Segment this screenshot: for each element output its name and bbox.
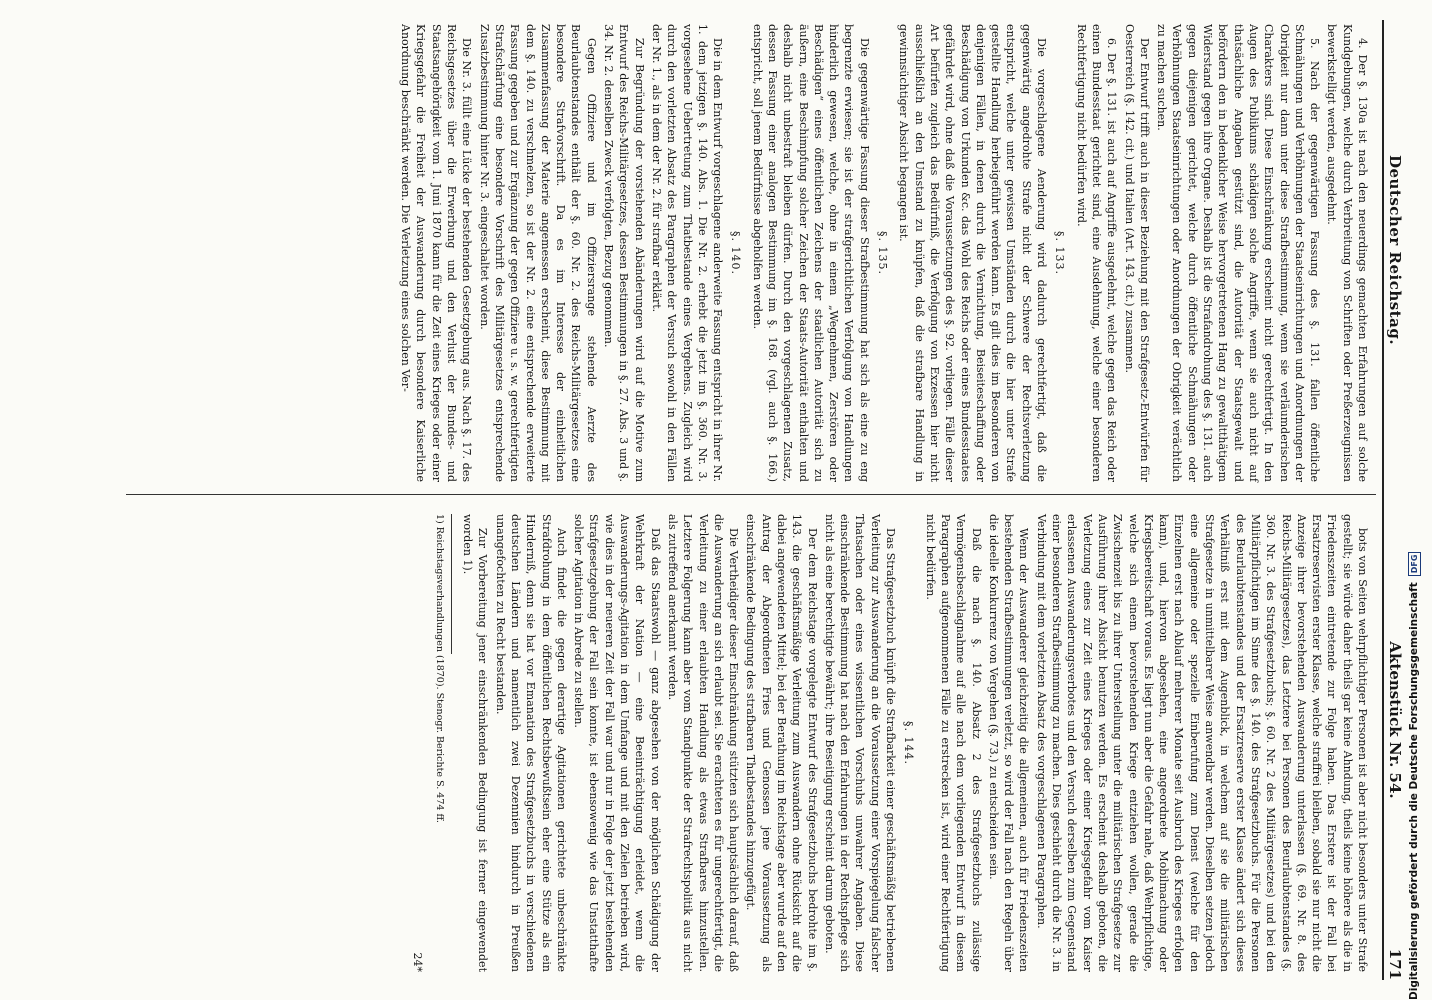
- page-number: 171: [1386, 948, 1404, 980]
- dfg-logo: DFG: [1408, 552, 1421, 577]
- section-heading: §. 133.: [1053, 231, 1067, 275]
- left-column-paragraph: Die in dem Entwurf vorgeschlagene anderweite Fassung entspricht in ihrer Nr. 1. dem jetzigen §. 140. Abs. 1. Die Nr. 2. erhebt die jetzt im §. 360. Nr. 3. vorgesehene Uebertretung zum Thatbestande eines Vergehens. Zugleich wird durch den vorletzten Absatz des Paragraphen der Versuch sowohl in den Fällen der Nr. 1., als in dem der Nr. 2. für strafbar erklärt.: [649, 24, 725, 482]
- left-column-paragraph: 5. Nach der gegenwärtigen Fassung des §. 131. fallen öffentliche Schmähungen und Verhöhnungen der Staatseinrichtungen und Anordnungen der Obrigkeit nur dann unter diese Strafbestimmung, wenn sie verläumderischen Charakters sind. Diese Einschränkung erscheint nicht gerechtfertigt. In den Augen des Publikums schädigen solche Angriffe, wenn sie auch nicht auf thatsächliche Angaben gestützt sind, die Autorität der Staatsgewalt und befördern den in bedenklicher Weise hervorgetretenen Hang zu gewaltthätigem Widerstand gegen ihre Organe. Deshalb ist die Strafandrohung des §. 131. auch gegen diejenigen gerichtet, welche durch öffentliche Schmähungen oder Verhöhnungen Staatseinrichtungen oder Anordnungen der Obrigkeit verächtlich zu machen suchen.: [1155, 24, 1322, 482]
- left-column-paragraph: Die vorgeschlagene Aenderung wird dadurch gerechtfertigt, daß die gegenwärtig angedrohte Strafe nicht der Schwere der Rechtsverletzung entspricht, welche unter gewissen Umständen durch die hier unter Strafe gestellte Handlung herbeigeführt werden kann. Es gilt dies im Besonderen von denjenigen Fällen, in denen durch die Vernichtung, Beiseiteschaffung oder Beschädigung von Urkunden &c. das Wohl des Reichs oder eines Bundesstaates gefährdet wird, ohne daß die Voraussetzungen des §. 92. vorliegen. Fälle dieser Art befürfen zugleich das Bedürfniß, die Verfolgung von Exzessen hier nicht ausschließlich an den Umstand zu knüpfen, daß die strafbare Handlung in gewinnsüchtiger Absicht begangen ist.: [897, 24, 1049, 482]
- right-column-paragraph: Daß die nach §. 140. Absatz 2 des Strafgesetzbuchs zulässige Vermögensbeschlagnahme auf alle nach dem vorliegenden Entwurf in diesem Paragraphen aufgenommenen Fälle zu erstrecken ist, wird einer Rechtfertigung nicht bedürfen.: [923, 514, 983, 972]
- document-page: [66, 20, 1406, 980]
- left-column-paragraph: 4. Der §. 130a ist nach den neuerdings gemachten Erfahrungen auf solche Kundgebungen, welche durch Verbreitung von Schriften oder Preßerzeugnissen bewerkstelligt werden, ausgedehnt.: [1325, 24, 1369, 482]
- section-heading: §. 135.: [876, 231, 890, 275]
- right-column-paragraph: Wenn der Auswanderer gleichzeitig die allgemeinen, auch für Friedenszeiten bestehenden Strafbestimmungen verletzt, so wird der Fall nach den Regeln über die ideelle Konkurrenz von Vergehen (§. 73.) zu entscheiden sein.: [986, 514, 1031, 972]
- footnote: 1) Reichstagsverhandlungen (1870). Stenogr. Berichte S. 474 ff.: [433, 514, 445, 823]
- right-column-paragraph: Zur Vorbereitung jener einschränkenden Bedingung ist ferner eingewendet worden 1).: [461, 514, 490, 972]
- section-heading: §. 144.: [902, 721, 916, 765]
- left-column-paragraph: Der Entwurf trifft auch in dieser Beziehung mit den Strafgesetz-Entwürfen für Oesterreich (§. 142. cit.) und Italien (Art. 143. cit.) zusammen.: [1122, 24, 1151, 482]
- left-column-paragraph: Die gegenwärtige Fassung dieser Strafbestimmung hat sich als eine zu eng begrenzte erwiesen; sie ist der strafgerichtlichen Verfolgung von Handlungen hinderlich gewesen, welche, ohne in einem „Wegnehmen, Zerstören oder Beschädigen“ eines öffentlichen Zeichens der staatlichen Autorität sich zu äußern, eine Beschimpfung solcher Zeichen der Staats-Autorität enthalten und deshalb nicht unbestraft bleiben dürfen. Durch den vorgeschlagenen Zusatz, dessen Fassung einer analogen Bestimmung im §. 168. (vgl. auch §. 166.) entspricht, soll jenem Bedürfnisse abgeholfen werden.: [750, 24, 871, 482]
- right-column-paragraph: Daß das Staatswohl — ganz abgesehen von der möglichen Schädigung der Wehrkraft der Nation — eine Beeinträchtigung erleidet, wenn die Auswanderungs-Agitation in dem Umfange und mit den Zielen betrieben wird, wie dies in der neueren Zeit der Fall war und nur in Folge der jetzt bestehenden Strafgesetzgebung der Fall sein konnte, ist ebensowenig wie das Unstatthafte solcher Agitation in Abrede zu stellen.: [572, 514, 662, 972]
- margin-note: [1402, 0, 1426, 1000]
- right-column-paragraph: Der dem Reichstage vorgelegte Entwurf des Strafgesetzbuchs bedrohte im §. 143. die geschäftsmäßige Verleitung zum Auswandern ohne Rücksicht auf die dabei angewendeten Mittel; bei der Berathung im Reichstage aber wurde auf den Antrag der Abgeordneten Fries und Genossen jene Voraussetzung als einschränkende Bedingung des strafbaren Thatbestandes hinzugefügt.: [744, 514, 819, 972]
- right-column-paragraph: Auch findet die gegen derartige Agitationen gerichtete unbeschränkte Strafdrohung in dem öffentlichen Rechtsbewußtsein eher eine Stütze als ein Hinderniß, denn sie hat vor Emanation des Strafgesetzbuchs in verschiedenen deutschen Ländern und namentlich zwei Dezennien hindurch in Preußen unangefochten zu Recht bestanden.: [493, 514, 568, 972]
- margin-note-text: Digitalisierung gefördert durch die Deutsche Forschungsgemeinschaft: [1408, 582, 1420, 1000]
- column-divider: [126, 494, 1376, 495]
- right-column-paragraph: Die Vertheidiger dieser Einschränkung stützten sich hauptsächlich darauf, daß die Auswanderung an sich erlaubt sei. Sie erachteten es für ungerechtfertigt, die Verleitung zu einer erlaubten Handlung als etwas Strafbares hinzustellen. Letztere Folgerung kann aber vom Standpunkte der Strafrechtspolitik aus nicht als zutreffend anerkannt werden.: [665, 514, 741, 972]
- section-heading: §. 140.: [729, 231, 743, 275]
- left-column-paragraph: 6. Der §. 131. ist auch auf Angriffe ausgedehnt, welche gegen das Reich oder einen Bundesstaat gerichtet sind, eine Ausdehnung, welche einer besonderen Rechtfertigung nicht bedürfen wird.: [1074, 24, 1119, 482]
- left-column-paragraph: Die Nr. 3. füllt eine Lücke der bestehenden Gesetzgebung aus. Nach §. 17. des Reichsgesetzes über die Erwerbung und den Verlust der Bundes- und Staatsangehörigkeit vom 1. Juni 1870 kann für die Zeit eines Krieges oder einer Kriegsgefahr die Freiheit der Auswanderung durch besondere Kaiserliche Anordnung beschränkt werden. Die Verletzung eines solchen Ver-: [399, 24, 474, 482]
- header-left-title: Deutscher Reichstag.: [1386, 154, 1404, 346]
- signature-mark: 24*: [411, 952, 425, 972]
- footnote-rule: [451, 514, 452, 654]
- right-column-paragraph: Das Strafgesetzbuch knüpft die Strafbarkeit einer geschäftsmäßig betriebenen Verleitung zur Auswanderung an die Voraussetzung einer Vorspiegelung falscher Thatsachen oder eines wissentlichen Vorschubs unwahrer Angaben. Diese einschränkende Bestimmung hat nach den Erfahrungen in der Rechtspflege sich nicht als eine berechtigte bewährt; ihre Beseitigung erscheint darum geboten.: [822, 514, 898, 972]
- left-column-paragraph: Gegen Offiziere und im Offiziersrange stehende Aerzte des Beurlaubtenstandes enthält der §. 60. Nr. 2. des Reichs-Militärgesetzes eine besondere Strafvorschrift. Da es im Interesse der einheitlichen Zusammenfassung der Materie angemessen erscheint, diese Bestimmung mit dem §. 140. zu verschmelzen, so ist der Nr. 2. eine entsprechende erweiterte Fassung gegeben und zur Ergänzung der gegen Offiziere u. s. w. gerechtfertigten Strafschärfung eine besondere Vorschrift des Militärgesetzes entsprechende Zusatzbestimmung hinter Nr. 3. eingeschaltet worden.: [477, 24, 598, 482]
- left-column: [396, 24, 1370, 482]
- right-column: [410, 514, 1370, 972]
- right-column-paragraph: bots von Seiten wehrpflichtiger Personen ist aber nicht besonders unter Strafe gestellt; sie würde daher theils gar keine Ahndung, theils keine höhere als die in Friedenszeiten eintretende zur Folge haben. Das Erstere ist der Fall bei Ersatzreservisten erster Klasse, welche straffrei bleiben, sobald sie nur nicht die Anzeige ihrer bevorstehenden Auswanderung unterlassen (§. 69. Nr. 8. des Reichs-Militärgesetzes), das Letztere bei Personen des Beurlaubtenstandes (§. 360. Nr. 3. des Strafgesetzbuchs; §. 60. Nr. 2 des Militärgesetzes) und bei den Militärpflichtigen im Sinne des §. 140. des Strafgesetzbuchs. Für die Personen des Beurlaubtenstandes und der Ersatzreserve erster Klasse ändert sich dieses Verhältniß erst mit dem Augenblick, in welchem auf sie die militärischen Strafgesetze in unmittelbarer Weise anwendbar werden. Dieselben setzen jedoch eine allgemeine oder spezielle Einberufung zum Dienst (welche für den Einzelnen erst nach Ablauf mehrerer Monate seit Ausbruch des Krieges erfolgen kann), und, hiervon abgesehen, eine angeordnete Mobilmachung oder Kriegsbereitschaft voraus. Es liegt nun aber die Gefahr nahe, daß Wehrpflichtige, welche sich einem bevorstehenden Kriege entziehen wollen, gerade die Zwischenzeit bis zu ihrer Unterstellung unter die militärischen Strafgesetze zur Ausführung ihrer Absicht benutzen werden. Es erscheint deshalb geboten, die Verletzung eines zur Zeit eines Krieges oder einer Kriegsgefahr vom Kaiser erlassenen Auswanderungsverbotes und den Versuch derselben zum Gegenstand einer besonderen Strafbestimmung zu machen. Dies geschieht durch die Nr. 3. in Verbindung mit dem vorletzten Absatz des vorgeschlagenen Paragraphen.: [1034, 514, 1369, 972]
- left-column-paragraph: Zur Begründung der vorstehenden Abänderungen wird auf die Motive zum Entwurf des Reichs-Militärgesetzes, dessen Bestimmungen in §. 27. Abs. 3 und §. 34. Nr. 2. denselben Zweck verfolgten, Bezug genommen.: [602, 24, 646, 482]
- header-rule: [1382, 20, 1384, 980]
- header-right-title: Aktenstück Nr. 54.: [1386, 641, 1404, 799]
